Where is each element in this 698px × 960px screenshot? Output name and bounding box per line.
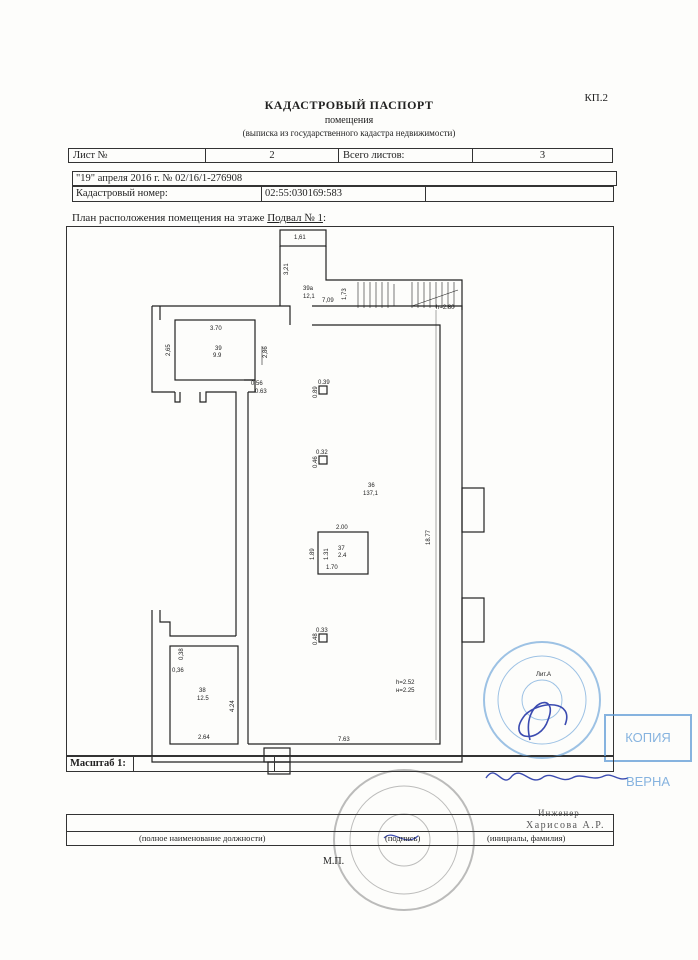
room-area-37: 2.4	[338, 553, 347, 559]
signature-scribble	[519, 703, 567, 740]
room-area-39a: 12,1	[303, 294, 315, 300]
dim-0-33: 0.33	[316, 628, 328, 634]
signature-table	[66, 814, 612, 848]
plan-caption-floor: Подвал № 1	[267, 212, 323, 224]
engineer-title: Инженер	[538, 808, 580, 818]
cadastral-label: Кадастровый номер:	[76, 188, 168, 199]
dim-0-38: 0,38	[179, 648, 185, 660]
dim-0-56: 0.56	[251, 381, 263, 387]
height-2-80: h=2.80	[436, 305, 455, 311]
plan-caption-suffix: :	[322, 212, 327, 224]
handwritten-name	[486, 773, 628, 780]
dim-4-24: 4.24	[230, 700, 236, 712]
litera-a: Лит.А	[536, 672, 552, 678]
scale-value	[133, 757, 275, 771]
sheet-number: 2	[206, 149, 339, 163]
height-2-52: h=2.52	[396, 680, 415, 686]
room-area-36: 137,1	[363, 491, 379, 497]
dim-2-86: 2,86	[263, 346, 269, 358]
dim-0-63: 0.63	[255, 389, 267, 395]
dim-3-70: 3.70	[210, 326, 222, 332]
room-area-39: 9.9	[213, 353, 222, 359]
room-number-38: 38	[199, 688, 206, 694]
dim-1-73: 1,73	[342, 288, 348, 300]
date-line: "19" апреля 2016 г. № 02/16/1-276908	[72, 171, 617, 186]
dim-1-70: 1.70	[326, 565, 338, 571]
signature-row	[66, 814, 614, 832]
height-2-25: н=2.25	[396, 688, 415, 694]
signature-captions	[66, 831, 614, 846]
room-number-36: 36	[368, 483, 375, 489]
dim-0-48: 0.48	[313, 633, 319, 645]
dim-2-65: 2,65	[166, 344, 172, 356]
cadastral-number: 02:55:030169:583	[261, 187, 426, 201]
plan-caption-prefix: План расположения помещения на этаже	[72, 212, 268, 224]
document-subtitle: помещения	[324, 115, 374, 126]
dim-0-36: 0,36	[172, 668, 184, 674]
dim-0-89: 0.89	[313, 386, 319, 398]
dim-18-77: 18.77	[426, 529, 432, 545]
document-subtitle-note: (выписка из государственного кадастра недвижимости)	[242, 128, 456, 138]
dim-0-32: 0.32	[316, 450, 328, 456]
position-caption: (полное наименование должности)	[139, 833, 266, 843]
room-number-39: 39	[215, 346, 222, 352]
total-sheets-label: Всего листов:	[339, 149, 473, 163]
corridor-wall	[200, 392, 236, 636]
room-area-38: 12.5	[197, 696, 209, 702]
dim-3-21: 3,21	[284, 263, 290, 275]
name-caption: (инициалы, фамилия)	[487, 833, 566, 843]
dim-1-89: 1.89	[310, 548, 316, 560]
room-number-37: 37	[338, 546, 345, 552]
document-title: КАДАСТРОВЫЙ ПАСПОРТ	[264, 98, 434, 112]
dim-1-31: 1.31	[324, 548, 330, 560]
dim-0-46: 0.46	[313, 456, 319, 468]
scale-label: Масштаб 1:	[70, 758, 126, 769]
blue-round-seal	[484, 642, 600, 758]
wall-north-west	[152, 306, 290, 325]
sheet-label: Лист №	[69, 149, 206, 163]
room-number-39a: 39а	[303, 286, 314, 292]
dim-2-64: 2.64	[198, 735, 210, 741]
dim-7-63: 7.63	[338, 737, 350, 743]
stamp-place-label: М.П.	[323, 856, 345, 867]
dim-7-09: 7,09	[322, 298, 334, 304]
window-east-1	[462, 488, 484, 532]
dim-2-00: 2.00	[336, 525, 348, 531]
form-code: КП.2	[584, 92, 608, 104]
sign-caption: (подпись)	[385, 833, 421, 843]
engineer-name: Харисова А.Р.	[526, 820, 606, 831]
window-east-2	[462, 598, 484, 642]
total-sheets-value: 3	[473, 149, 613, 163]
scale-row	[66, 756, 614, 772]
dim-0-39: 0.39	[318, 380, 330, 386]
copy-true-stamp: КОПИЯ ВЕРНА	[604, 714, 692, 762]
dim-1-61: 1,61	[294, 235, 306, 241]
